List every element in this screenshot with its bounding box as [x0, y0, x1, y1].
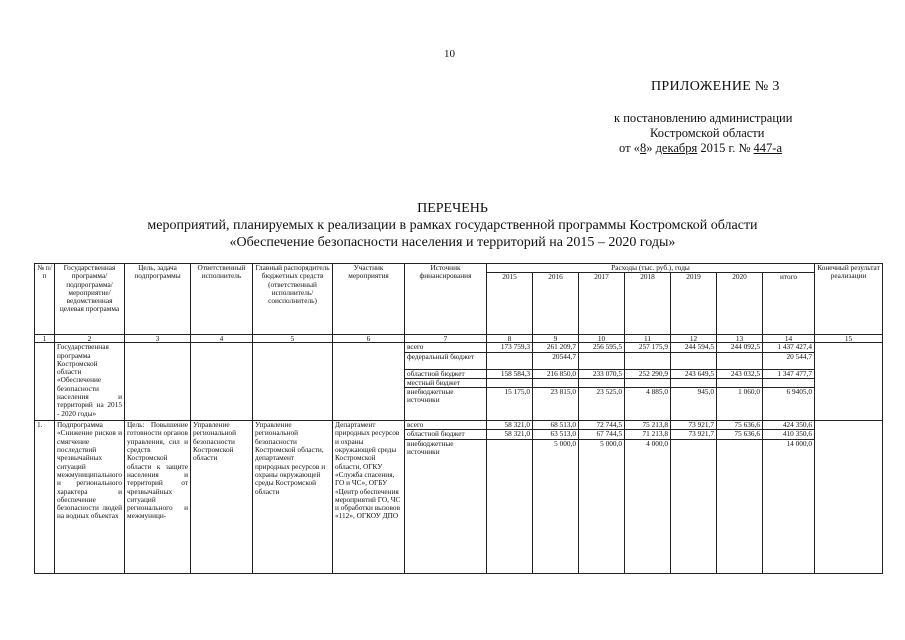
- amount-cell: [717, 378, 763, 387]
- amount-cell: [717, 352, 763, 369]
- program-name-cell: Государственная программа Костромской области «Обеспечение безопасности населения и территорий на 2015 - 2020 годы»: [55, 343, 125, 421]
- amount-cell: 63 513,0: [533, 430, 579, 439]
- program-manager-cell: [253, 343, 333, 421]
- decree-line-3: [619, 141, 782, 155]
- amount-cell: 216 850,0: [533, 369, 579, 378]
- amount-cell: 244 092,5: [717, 343, 763, 352]
- result-cell: [815, 421, 883, 574]
- amount-cell: 68 513,0: [533, 421, 579, 430]
- amount-cell: 72 744,5: [579, 421, 625, 430]
- decree-line-1: к постановлению администрации: [614, 111, 793, 125]
- header-goal: Цель, задача подпрограммы: [125, 264, 191, 335]
- funding-source-cell: местный бюджет: [405, 378, 487, 387]
- amount-cell: 67 744,5: [579, 430, 625, 439]
- amount-cell: 4 000,0: [625, 439, 671, 573]
- program-participant-cell: [333, 343, 405, 421]
- amount-cell: [717, 439, 763, 573]
- amount-cell: 75 636,6: [717, 430, 763, 439]
- amount-cell: [763, 378, 815, 387]
- amount-cell: 15 175,0: [487, 388, 533, 421]
- decree-month: декабря: [655, 141, 698, 155]
- amount-cell: 5 000,0: [533, 439, 579, 573]
- column-index-cell: 10: [579, 335, 625, 343]
- table-row: [35, 421, 883, 430]
- header-total: итого: [763, 273, 815, 335]
- header-year: 2020: [717, 273, 763, 335]
- funding-source-cell: внебюджетные источники: [405, 388, 487, 421]
- amount-cell: 23 815,0: [533, 388, 579, 421]
- column-index-cell: 7: [405, 335, 487, 343]
- decree-day: 8: [639, 141, 647, 155]
- subprogram-executor-cell: Управление региональной безопасности Костромской области: [191, 421, 253, 574]
- column-index-cell: 11: [625, 335, 671, 343]
- decree-number: 447-а: [753, 141, 783, 155]
- amount-cell: 71 213,8: [625, 430, 671, 439]
- annex-title: ПРИЛОЖЕНИЕ № 3: [651, 79, 780, 94]
- header-num: № п/п: [35, 264, 55, 335]
- amount-cell: 75 213,8: [625, 421, 671, 430]
- header-year: 2016: [533, 273, 579, 335]
- amount-cell: [625, 378, 671, 387]
- amount-cell: 257 175,9: [625, 343, 671, 352]
- amount-cell: [671, 439, 717, 573]
- amount-cell: 5 000,0: [579, 439, 625, 573]
- column-index-cell: 13: [717, 335, 763, 343]
- amount-cell: [671, 352, 717, 369]
- amount-cell: 233 070,5: [579, 369, 625, 378]
- page-number: 10: [444, 48, 455, 60]
- list-subtitle-1: мероприятий, планируемых к реализации в рамках государственной программы Костромской области: [147, 218, 758, 233]
- amount-cell: [533, 378, 579, 387]
- column-index-cell: 15: [815, 335, 883, 343]
- amount-cell: 252 290,9: [625, 369, 671, 378]
- funding-source-cell: областной бюджет: [405, 430, 487, 439]
- subprogram-goal-cell: Цель: Повышение готовности органов управления, сил и средств Костромской области к защите населения и территорий от чрезвычайных ситуаций регионального и межмуници-: [125, 421, 191, 574]
- subprogram-name-cell: Подпрограмма «Снижение рисков и смягчение последствий чрезвычайных ситуаций межмуниципального и регионального характера и обеспечение безопасности людей на водных объектах: [55, 421, 125, 574]
- program-executor-cell: [191, 343, 253, 421]
- amount-cell: 243 649,5: [671, 369, 717, 378]
- header-program: Государственная программа/ подпрограмма/ мероприятие/ ведомственная целевая программа: [55, 264, 125, 335]
- header-source: Источник финансирования: [405, 264, 487, 335]
- header-result: Конечный результат реализации: [815, 264, 883, 335]
- header-year: 2018: [625, 273, 671, 335]
- decree-line-2: Костромской области: [650, 126, 765, 140]
- amount-cell: 1 060,0: [717, 388, 763, 421]
- amount-cell: [487, 439, 533, 573]
- amount-cell: 1 347 477,7: [763, 369, 815, 378]
- list-title: ПЕРЕЧЕНЬ: [417, 201, 488, 216]
- header-year: 2019: [671, 273, 717, 335]
- amount-cell: [625, 352, 671, 369]
- column-index-cell: 12: [671, 335, 717, 343]
- amount-cell: 410 350,6: [763, 430, 815, 439]
- amount-cell: 73 921,7: [671, 430, 717, 439]
- header-year: 2015: [487, 273, 533, 335]
- header-participant: Участник мероприятия: [333, 264, 405, 335]
- amount-cell: 23 525,0: [579, 388, 625, 421]
- funding-source-cell: областной бюджет: [405, 369, 487, 378]
- amount-cell: [579, 352, 625, 369]
- amount-cell: 244 594,5: [671, 343, 717, 352]
- column-index-cell: 1: [35, 335, 55, 343]
- column-index-cell: 3: [125, 335, 191, 343]
- amount-cell: 261 209,7: [533, 343, 579, 352]
- result-cell: [815, 343, 883, 421]
- table-row: [35, 343, 883, 352]
- funding-source-cell: внебюджетные источники: [405, 439, 487, 573]
- amount-cell: 4 885,0: [625, 388, 671, 421]
- column-index-row: [35, 335, 883, 343]
- amount-cell: 20 544,7: [763, 352, 815, 369]
- funding-source-cell: федеральный бюджет: [405, 352, 487, 369]
- subprogram-manager-cell: Управление региональной безопасности Костромской области, департамент природных ресурсов и охраны окружающей среды Костромской области: [253, 421, 333, 574]
- column-index-cell: 8: [487, 335, 533, 343]
- decree-date-sep: »: [646, 141, 656, 155]
- amount-cell: [487, 378, 533, 387]
- column-index-cell: 9: [533, 335, 579, 343]
- amount-cell: 58 321,0: [487, 421, 533, 430]
- header-year: 2017: [579, 273, 625, 335]
- amount-cell: 173 759,3: [487, 343, 533, 352]
- funding-source-cell: всего: [405, 421, 487, 430]
- amount-cell: 424 350,6: [763, 421, 815, 430]
- amount-cell: 158 584,3: [487, 369, 533, 378]
- amount-cell: 945,0: [671, 388, 717, 421]
- amount-cell: 256 595,5: [579, 343, 625, 352]
- column-index-cell: 6: [333, 335, 405, 343]
- subprogram-num-cell: 1.: [35, 421, 55, 574]
- funding-source-cell: всего: [405, 343, 487, 352]
- amount-cell: [487, 352, 533, 369]
- header-executor: Ответственный исполнитель: [191, 264, 253, 335]
- amount-cell: 73 921,7: [671, 421, 717, 430]
- header-expenses: Расходы (тыс. руб.), годы: [487, 264, 815, 273]
- program-num-cell: [35, 343, 55, 421]
- column-index-cell: 5: [253, 335, 333, 343]
- header-manager: Главный распорядитель бюджетных средств (ответственный исполнитель/ соисполнитель): [253, 264, 333, 335]
- amount-cell: 6 9405,0: [763, 388, 815, 421]
- amount-cell: [579, 378, 625, 387]
- amount-cell: 243 032,5: [717, 369, 763, 378]
- amount-cell: 75 636,6: [717, 421, 763, 430]
- column-index-cell: 14: [763, 335, 815, 343]
- column-index-cell: 2: [55, 335, 125, 343]
- amount-cell: 58 321,0: [487, 430, 533, 439]
- program-goal-cell: [125, 343, 191, 421]
- column-index-cell: 4: [191, 335, 253, 343]
- amount-cell: 1 437 427,4: [763, 343, 815, 352]
- decree-year-sep: 2015 г. №: [697, 141, 754, 155]
- list-subtitle-2: «Обеспечение безопасности населения и территорий на 2015 – 2020 годы»: [229, 235, 676, 250]
- amount-cell: 20544,7: [533, 352, 579, 369]
- amount-cell: [671, 378, 717, 387]
- amount-cell: 14 000,0: [763, 439, 815, 573]
- decree-date-prefix: от «: [619, 141, 640, 155]
- subprogram-participant-cell: Департамент природных ресурсов и охраны окружающей среды Костромской области, ОГКУ «Служба спасения, ГО и ЧС», ОГБУ «Центр обеспечения мероприятий ГО, ЧС и обработки вызовов «112», ОГКОУ ДПО: [333, 421, 405, 574]
- measures-table: [34, 263, 883, 574]
